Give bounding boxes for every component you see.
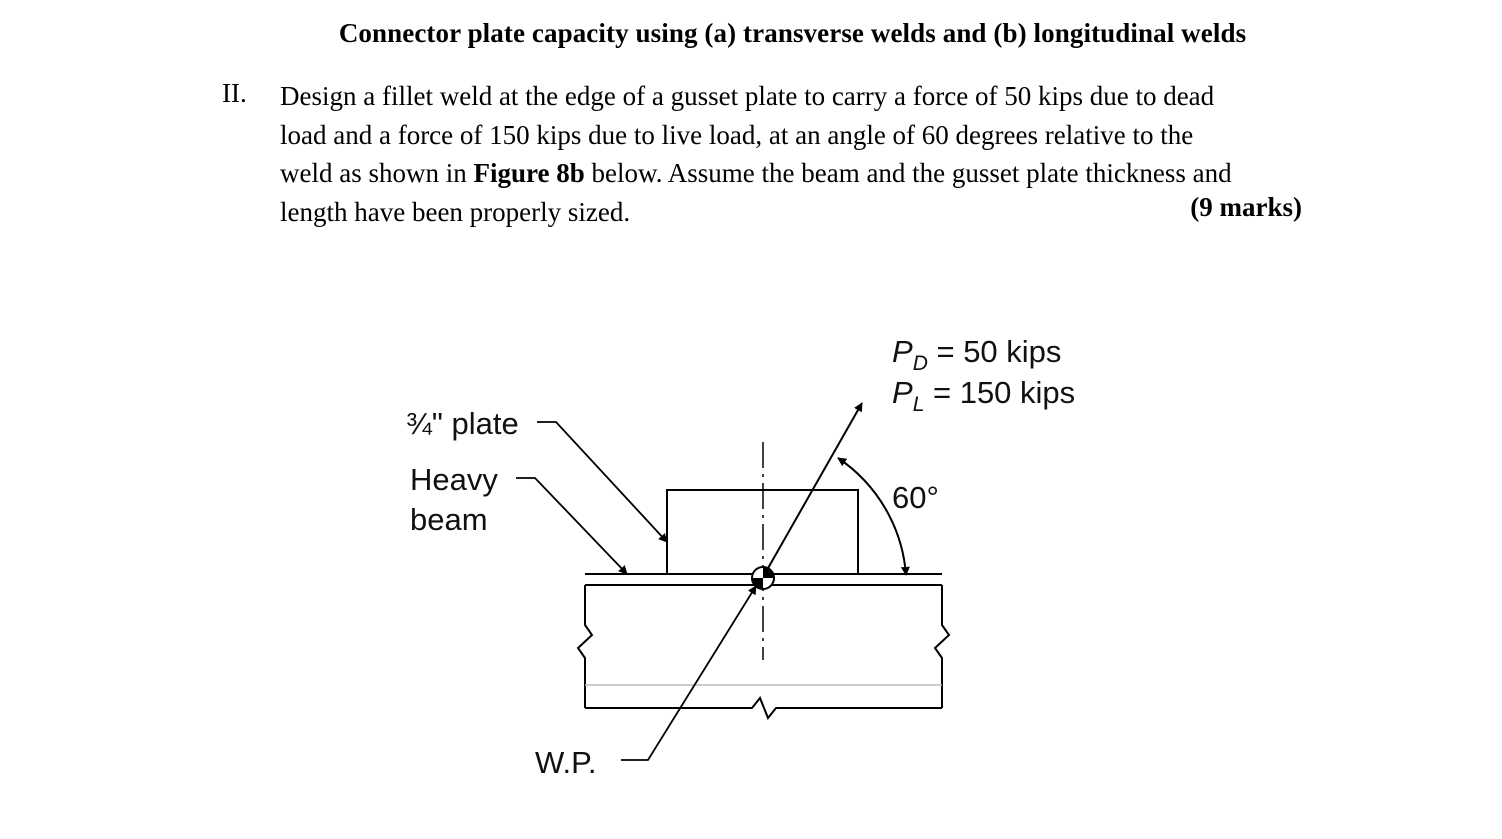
plate-leader [537, 422, 667, 542]
figure-reference: Figure 8b [473, 158, 585, 188]
question-text [280, 77, 1310, 231]
plate-label: ¾" plate [406, 406, 519, 441]
question-line-3 [280, 154, 1310, 193]
heavy-label: Heavy [410, 462, 498, 497]
question-line-3-start: weld as shown in [280, 158, 474, 188]
question-number: II. [222, 78, 247, 108]
live-load-label: $P_L = 150$ kips [892, 375, 1076, 416]
beam-leader [516, 478, 627, 574]
wp-leader [621, 586, 756, 760]
question-line-4: length have been properly sized. [280, 196, 631, 227]
work-point-label: W.P. [535, 745, 597, 780]
weld-diagram [380, 320, 1120, 790]
dead-load-label: $P_D = 50$ kips [892, 334, 1062, 375]
question-line-2: load and a force of 150 kips due to live load, at an angle of 60 degrees relative to the [280, 119, 1194, 150]
figure-8b [380, 320, 1120, 790]
angle-label: 60° [892, 480, 939, 515]
question-line-1: Design a fillet weld at the edge of a gusset plate to carry a force of 50 kips due to dead [280, 81, 1215, 111]
marks-label: (9 marks) [1190, 192, 1302, 222]
beam-label: beam [410, 502, 488, 537]
page-heading: Connector plate capacity using (a) transverse welds and (b) longitudinal welds [338, 18, 1247, 48]
question-line-3-end: below. Assume the beam and the gusset plate thickness and [584, 158, 1232, 188]
